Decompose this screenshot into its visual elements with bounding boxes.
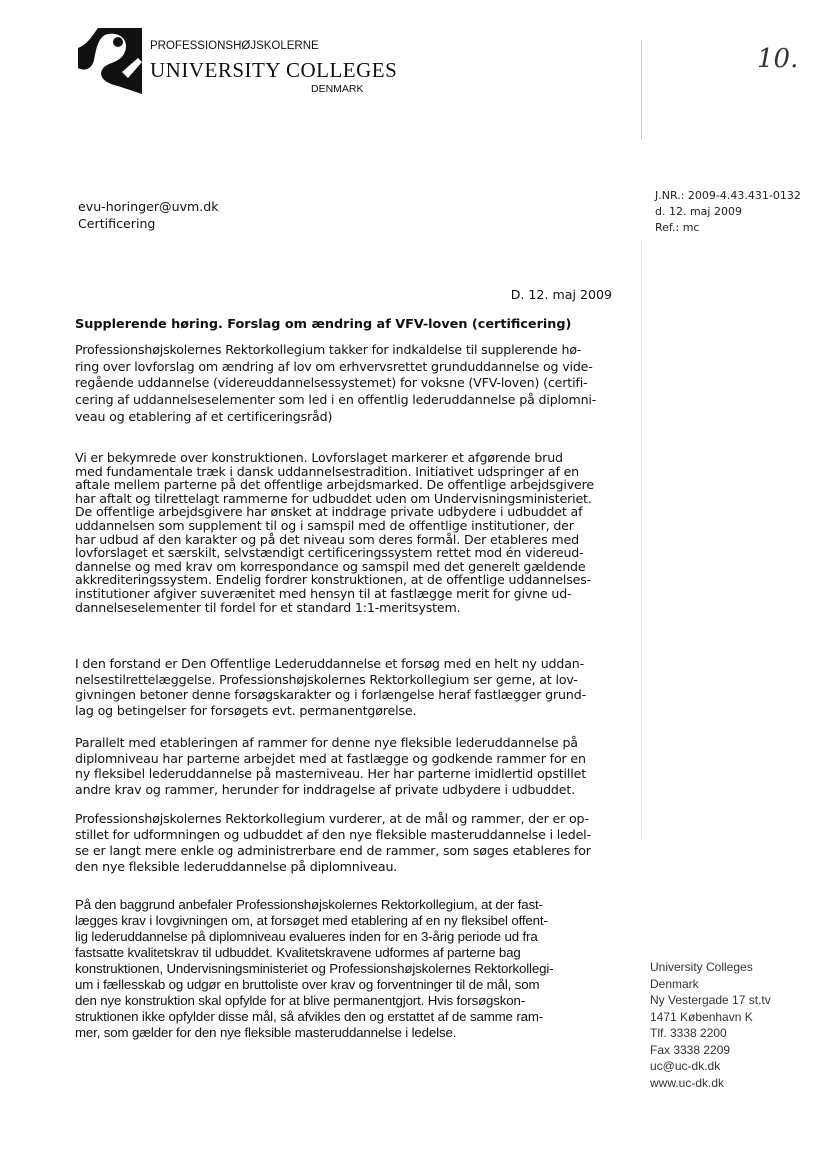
text-line: Professionshøjskolernes Rektorkollegium takker for indkaldelse til supplerende hø- [75,342,582,357]
text-line: akkrediteringssystem. Endelig fordrer konstruktionen, at de offentlige uddannelses- [75,572,592,588]
paragraph-3 [75,656,586,718]
text-line: lovforslaget et særskilt, selvstændigt certificeringssystem rettet mod én videreud- [75,545,584,561]
text-line: cering af uddannelseselementer som led i en offentlig lederuddannelse på diplomni- [75,392,597,408]
text-line: dannelseselementer til fordel for et standard 1:1-meritsystem. [75,599,461,615]
text-line: De offentlige arbejdsgivere har ønsket at inddrage private udbydere i udbuddet af [75,504,583,520]
text-line: har udbud af den karakter og på det niveau som deres formål. Der etableres med [75,531,579,547]
paragraph-5 [75,811,591,875]
logo-line-3: DENMARK [311,83,364,95]
text-line: Fax 3338 2209 [650,1042,731,1057]
text-line: den nye konstruktion skal opfylde for at blive permanentgjort. Hvis forsøgskon- [75,993,526,1008]
text-line: nelsestilrettelæggelse. Professionshøjskolernes Rektorkollegium ser gerne, at lov- [75,671,578,687]
text-line: Ny Vestergade 17 st.tv [650,993,771,1007]
text-line: se er langt mere enkle og administrerbare end de rammer, som søges etableres for [75,843,591,858]
paragraph-6 [75,897,553,1041]
recipient-department: Certificering [78,216,156,231]
text-line: Tlf. 3338 2200 [650,1026,727,1040]
text-line: regående uddannelse (videreuddannelsessystemet) for voksne (VFV-loven) (certifi- [75,375,588,391]
reference-block [655,188,801,236]
reference-date: d. 12. maj 2009 [655,205,742,218]
text-line: aftale mellem parterne på det offentlige arbejdsmarked. De offentlige arbejdsgivere [75,477,594,493]
text-line: lig lederuddannelse på diplomniveau evalueres inden for en 3-årig periode ud fra [75,929,538,944]
letter-title: Supplerende høring. Forslag om ændring af VFV-loven (certificering) [75,317,572,332]
text-line: På den baggrund anbefaler Professionshøjskolernes Rektorkollegium, at der fast- [75,897,543,912]
text-line: med fundamentale træk i dansk uddannelsestradition. Initiativet udspringer af en [75,463,580,479]
text-line: 1471 København K [650,1009,753,1024]
text-line: struktionen ikke opfylder disse mål, så afvikles den og erstattet af de samme ram- [75,1009,544,1024]
text-line: ny fleksibel lederuddannelse på masterniveau. Her har parterne imidlertid opstillet [75,766,586,782]
paragraph-2 [75,451,594,614]
sender-website: www.uc-dk.dk [650,1075,725,1090]
journal-number: J.NR.: 2009-4.43.431-0132 [655,189,801,202]
sender-email: uc@uc-dk.dk [650,1059,721,1073]
sender-address [650,959,771,1091]
text-line: mer, som gælder for den nye fleksible masteruddannelse i ledelse. [75,1025,457,1040]
text-line: ring over lovforslag om ændring af lov om erhvervsrettet grunduddannelse og vide- [75,358,593,374]
text-line: stillet for udformningen og udbuddet af den nye fleksible masteruddannelse i ledel- [75,827,591,842]
recipient-block [78,198,219,232]
paragraph-4 [75,735,586,797]
text-line: Denmark [650,976,699,991]
text-line: University Colleges [650,960,753,974]
text-line: Parallelt med etableringen af rammer for denne nye fleksible lederuddannelse på [75,735,578,750]
text-line: Vi er bekymrede over konstruktionen. Lovforslaget markerer et afgørende brud [75,450,563,465]
text-line: uddannelsen som supplement til og i samspil med de offentlige institutioner, der [75,517,574,533]
text-line: givningen betoner denne forsøgskarakter og i forlængelse heraf fastlægger grund- [75,687,586,703]
letter-date: D. 12. maj 2009 [510,287,612,302]
text-line: institutioner afgiver suverænitet med hensyn til at fastlægge merit for givne ud- [75,585,572,601]
handwritten-page-number: 10. [757,44,799,74]
text-line: den nye fleksible lederuddannelse på diplomniveau. [75,859,398,874]
text-line: I den forstand er Den Offentlige Lederuddannelse et forsøg med en helt ny uddan- [75,656,585,671]
logo-line-2: UNIVERSITY COLLEGES [150,58,398,82]
text-line: andre krav og rammer, herunder for inddragelse af private udbydere i udbuddet. [75,781,576,797]
text-line: diplomniveau har parterne arbejdet med at fastlægge og godkende rammer for en [75,750,586,766]
text-line: veau og etablering af et certificeringsråd) [75,408,333,424]
recipient-email: evu-horinger@uvm.dk [78,199,219,214]
text-line: dannelse og med krav om korrespondance og samspil med det generelt gældende [75,558,586,574]
text-line: um i fællesskab og udgør en bruttoliste over krav og forventninger til de mål, som [75,977,540,992]
text-line: lægges krav i lovgivningen om, at forsøget med etablering af en ny fleksibel offent- [75,913,548,928]
text-line: konstruktionen, Undervisningsministeriet og Professionshøjskolernes Rektorkollegi- [75,961,554,976]
university-colleges-logo-icon [78,28,142,94]
text-line: har aftalt og tilrettelagt rammerne for udbuddet uden om Undervisningsministeriet. [75,490,592,506]
reference-initials: Ref.: mc [655,221,700,234]
text-line: Professionshøjskolernes Rektorkollegium vurderer, at de mål og rammer, der er op- [75,811,589,826]
text-line: fastsatte kvalitetskrav til udbuddet. Kvalitetskravene udformes af parterne bag [75,945,521,960]
paragraph-1 [75,342,596,426]
text-line: lag og betingelser for forsøgets evt. permanentgørelse. [75,702,417,718]
logo-line-1: PROFESSIONSHØJSKOLERNE [150,40,319,52]
